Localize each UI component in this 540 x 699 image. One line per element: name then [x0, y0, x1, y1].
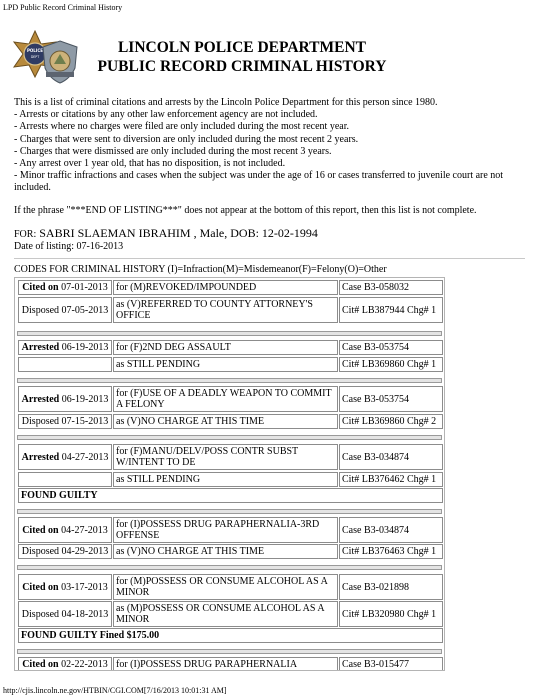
intro-text [14, 97, 530, 195]
offense-cell: for (I)POSSESS DRUG PARAPHERNALIA [113, 657, 338, 671]
record-separator [17, 435, 442, 440]
event-cell [18, 386, 112, 412]
subject-for-label: FOR: [14, 229, 37, 240]
disposition-date-cell [18, 601, 112, 627]
event-cell [18, 574, 112, 600]
case-cell: Case B3-034874 [339, 517, 443, 543]
record-separator [17, 565, 442, 570]
offense-cell: for (M)REVOKED/IMPOUNDED [113, 280, 338, 295]
record-separator [17, 378, 442, 383]
disposition-date-cell [18, 297, 112, 323]
report-title-line2: PUBLIC RECORD CRIMINAL HISTORY [97, 58, 387, 75]
table-row [16, 280, 443, 295]
case-cell: Case B3-053754 [339, 386, 443, 412]
offense-cell: for (F)MANU/DELV/POSS CONTR SUBST W/INTENT TO DE [113, 444, 338, 470]
disposition-date: 04-29-2013 [61, 546, 109, 557]
table-row [16, 297, 443, 323]
table-row [16, 657, 443, 671]
intro-line: - Charges that were sent to diversion are only included during the most recent 2 years. [14, 133, 359, 145]
citation-cell: Cit# LB320980 Chg# 1 [339, 601, 443, 627]
table-row [16, 517, 443, 543]
disposition-date-cell [18, 544, 112, 559]
print-header-title: LPD Public Record Criminal History [3, 3, 123, 12]
offense-cell: for (F)USE OF A DEADLY WEAPON TO COMMIT A FELONY [113, 386, 338, 412]
table-row [16, 574, 443, 600]
event-label: Cited on [22, 282, 59, 293]
intro-line: - Charges that were dismissed are only included during the most recent 3 years. [14, 145, 332, 157]
event-date: 04-27-2013 [61, 451, 109, 463]
disposition-cell: as (M)POSSESS OR CONSUME ALCOHOL AS A MINOR [113, 601, 338, 627]
disposition-cell: as STILL PENDING [113, 472, 338, 487]
disposition-date: 07-15-2013 [61, 416, 109, 427]
event-date: 03-17-2013 [61, 581, 108, 593]
result-cell: FOUND GUILTY [18, 488, 443, 503]
event-label: Cited on [22, 659, 59, 670]
event-cell [18, 340, 112, 355]
codes-legend: CODES FOR CRIMINAL HISTORY (I)=Infraction(M)=Misdemeanor(F)=Felony(O)=Other [14, 264, 387, 275]
case-cell: Case B3-053754 [339, 340, 443, 355]
table-row [16, 340, 443, 355]
disposition-label: Disposed [21, 608, 60, 620]
table-row [16, 444, 443, 470]
case-cell: Case B3-034874 [339, 444, 443, 470]
disposition-cell: as (V)NO CHARGE AT THIS TIME [113, 544, 338, 559]
svg-text:DEPT: DEPT [30, 55, 40, 59]
event-cell [18, 444, 112, 470]
divider [14, 258, 525, 259]
report-header [12, 26, 532, 86]
disposition-date: 07-05-2013 [61, 304, 109, 316]
report-title [82, 38, 402, 76]
empty-cell [18, 472, 112, 487]
event-label: Arrested [21, 451, 60, 463]
intro-line: - Any arrest over 1 year old, that has no disposition, is not included. [14, 158, 286, 170]
event-date: 06-19-2013 [61, 342, 109, 353]
case-cell: Case B3-058032 [339, 280, 443, 295]
empty-cell [18, 357, 112, 372]
subject-name: SABRI SLAEMAN IBRAHIM , Male, DOB: 12-02-1994 [39, 226, 318, 240]
case-cell: Case B3-015477 [339, 657, 443, 671]
disposition-label: Disposed [21, 304, 60, 316]
offense-cell: for (M)POSSESS OR CONSUME ALCOHOL AS A MINOR [113, 574, 338, 600]
police-shield-badge-icon [40, 40, 80, 84]
citation-cell: Cit# LB387944 Chg# 1 [339, 297, 443, 323]
event-label: Cited on [22, 524, 59, 536]
completeness-warning: If the phrase "***END OF LISTING***" does not appear at the bottom of this report, then this list is not complete. [14, 205, 477, 216]
event-cell [18, 657, 112, 671]
event-cell [18, 517, 112, 543]
citation-cell: Cit# LB376462 Chg# 1 [339, 472, 443, 487]
event-date: 07-01-2013 [61, 282, 108, 293]
intro-line: This is a list of criminal citations and arrests by the Lincoln Police Department for this person since 1980. [14, 97, 438, 108]
event-label: Cited on [22, 581, 59, 593]
disposition-label: Disposed [21, 416, 60, 427]
event-date: 04-27-2013 [61, 524, 108, 536]
police-badges-icon [12, 26, 78, 86]
table-row [16, 601, 443, 627]
table-row [16, 544, 443, 559]
report-title-line1: LINCOLN POLICE DEPARTMENT [117, 39, 367, 56]
disposition-cell: as (V)REFERRED TO COUNTY ATTORNEY'S OFFICE [113, 297, 338, 323]
disposition-label: Disposed [21, 546, 60, 557]
subject-line [14, 226, 318, 241]
table-row [16, 357, 443, 372]
citation-cell: Cit# LB376463 Chg# 1 [339, 544, 443, 559]
listing-date: Date of listing: 07-16-2013 [14, 241, 124, 252]
offense-cell: for (F)2ND DEG ASSAULT [113, 340, 338, 355]
disposition-date: 04-18-2013 [61, 608, 109, 620]
offense-cell: for (I)POSSESS DRUG PARAPHERNALIA-3RD OFFENSE [113, 517, 338, 543]
table-row [16, 488, 443, 503]
citation-cell: Cit# LB369860 Chg# 1 [339, 357, 443, 372]
event-date: 06-19-2013 [61, 393, 109, 405]
record-separator [17, 649, 442, 654]
print-footer-url: http://cjis.lincoln.ne.gov/HTBIN/CGI.COM[7/16/2013 10:01:31 AM] [3, 686, 227, 695]
result-cell: FOUND GUILTY Fined $175.00 [18, 628, 443, 643]
criminal-history-table [14, 277, 445, 671]
case-cell: Case B3-021898 [339, 574, 443, 600]
table-row [16, 628, 443, 643]
record-separator [17, 509, 442, 514]
event-date: 02-22-2013 [61, 659, 108, 670]
table-row [16, 414, 443, 429]
event-label: Arrested [21, 342, 60, 353]
intro-line: - Arrests where no charges were filed are only included during the most recent year. [14, 121, 349, 133]
record-separator [17, 331, 442, 336]
disposition-date-cell [18, 414, 112, 429]
disposition-cell: as STILL PENDING [113, 357, 338, 372]
disposition-cell: as (V)NO CHARGE AT THIS TIME [113, 414, 338, 429]
intro-line: - Arrests or citations by any other law enforcement agency are not included. [14, 109, 318, 121]
table-row [16, 386, 443, 412]
intro-line: - Minor traffic infractions and cases when the subject was under the age of 16 or cases transferred to juvenile court are not included. [14, 170, 504, 194]
svg-text:POLICE: POLICE [26, 48, 44, 53]
citation-cell: Cit# LB369860 Chg# 2 [339, 414, 443, 429]
event-cell [18, 280, 112, 295]
table-row [16, 472, 443, 487]
event-label: Arrested [21, 393, 60, 405]
